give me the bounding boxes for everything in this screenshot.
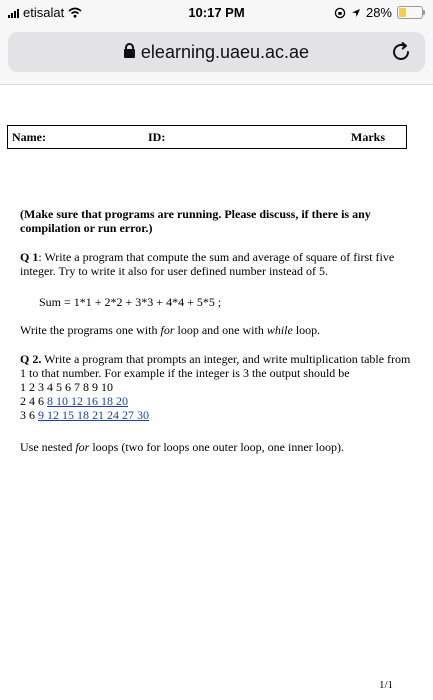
q2-label: Q 2. [20,352,42,366]
row-3-link[interactable]: 9 12 15 18 21 24 27 30 [38,408,149,422]
question-2 [20,352,416,380]
url-text: elearning.uaeu.ac.ae [140,42,310,62]
marks-label: Marks [351,130,385,144]
clock: 10:17 PM [188,5,245,20]
q1-loop-instruction: Write the programs one with for loop and one with while loop. [20,323,321,337]
q1-label: Q 1 [20,250,39,264]
q2-text: Write a program that prompts an integer, and write multiplication table from 1 to that number. For example if the integer is 3 the output should be [20,352,411,380]
example-row-2: 2 4 6 8 10 12 16 18 20 [20,394,128,408]
student-info-table [7,125,407,149]
battery-level-fill [399,8,406,17]
reload-icon[interactable] [389,40,413,64]
battery-percent: 28% [365,5,392,20]
orientation-lock-icon [334,7,346,19]
example-row-1: 1 2 3 4 5 6 7 8 9 10 [20,380,113,394]
document-page [0,85,433,700]
question-1 [20,250,416,278]
example-row-3: 3 6 9 12 15 18 21 24 27 30 [20,408,149,422]
name-label: Name: [12,130,46,144]
url-display[interactable] [8,42,425,63]
page-number: 1/1 [378,679,393,691]
row-2-link[interactable]: 8 10 12 16 18 20 [47,394,128,408]
location-arrow-icon [351,8,361,18]
url-field[interactable] [8,32,425,72]
lock-icon [124,49,135,58]
carrier-name: etisalat [23,5,65,20]
q2-nested-instruction: Use nested for loops (two for loops one outer loop, one inner loop). [20,440,344,454]
status-bar [0,0,433,26]
battery-icon [397,6,423,19]
status-right-group [334,5,423,20]
instructions-text: (Make sure that programs are running. Please discuss, if there is any compilation or run error.) [20,207,371,235]
q1-formula: Sum = 1*1 + 2*2 + 3*3 + 4*4 + 5*5 ; [39,295,222,309]
q1-text: : Write a program that compute the sum and average of square of first five integer. Try to write it also for user defined number instead of 5. [20,250,395,278]
id-label: ID: [148,130,166,144]
document-body [20,207,416,454]
browser-address-bar [0,26,433,85]
